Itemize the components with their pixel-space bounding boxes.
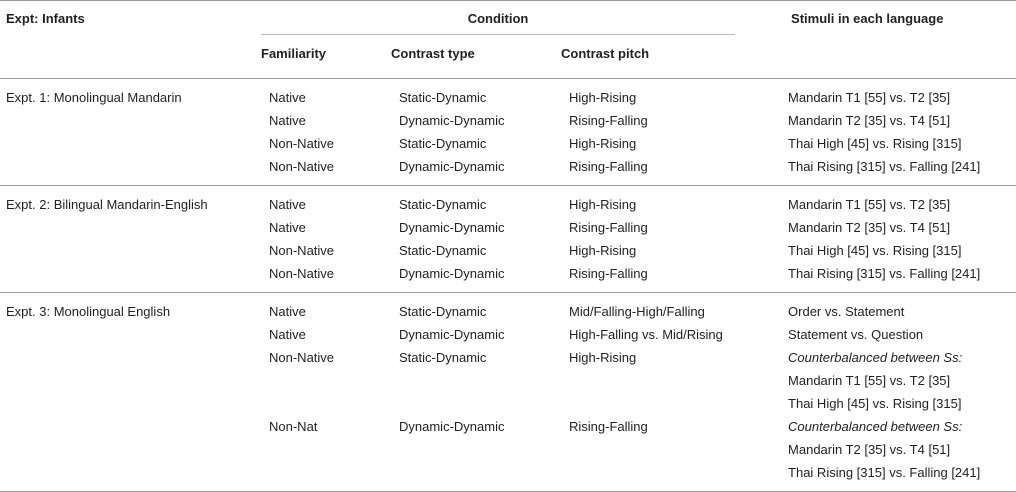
contrast-type-cell: Static-Dynamic [399,90,487,105]
stimuli-cell [785,79,1016,110]
stimuli-line: Statement vs. Question [788,327,924,342]
table-header [0,1,1016,79]
experiment-label [0,262,255,293]
header-familiarity: Familiarity [261,46,327,61]
table-row [0,346,1016,415]
familiarity-cell: Native [269,90,306,105]
header-expt-infants: Expt: Infants [6,11,85,26]
contrast-type-cell: Dynamic-Dynamic [399,159,505,174]
contrast-type-cell: Dynamic-Dynamic [399,327,505,342]
experiment-label [0,155,255,186]
familiarity-cell: Non-Native [269,136,335,151]
contrast-pitch-cell: High-Falling vs. Mid/Rising [569,327,723,342]
experiment-group [0,293,1016,492]
familiarity-cell: Non-Nat [269,419,318,434]
stimuli-line: Thai High [45] vs. Rising [315] [788,396,962,411]
table-row [0,155,1016,186]
contrast-pitch-cell: Rising-Falling [569,113,648,128]
contrast-pitch-cell: Rising-Falling [569,159,648,174]
table-row [0,186,1016,217]
contrast-pitch-cell: High-Rising [569,197,637,212]
stimuli-cell [785,323,1016,346]
stimuli-line: Mandarin T2 [35] vs. T4 [51] [788,442,951,457]
familiarity-cell: Native [269,304,306,319]
contrast-type-cell: Static-Dynamic [399,197,487,212]
contrast-pitch-cell: High-Rising [569,350,637,365]
contrast-pitch-cell: High-Rising [569,243,637,258]
stimuli-cell [785,262,1016,293]
stimuli-cell [785,239,1016,262]
experiment-label [0,346,255,415]
contrast-type-cell: Dynamic-Dynamic [399,220,505,235]
experiment-label [0,415,255,492]
contrast-type-cell: Static-Dynamic [399,304,487,319]
header-condition-label: Condition [261,7,735,35]
stimuli-note: Counterbalanced between Ss: [788,419,963,434]
contrast-type-cell: Static-Dynamic [399,136,487,151]
familiarity-cell: Native [269,113,306,128]
experiment-group [0,186,1016,293]
experiment-label [0,216,255,239]
experiment-label: Expt. 3: Monolingual English [6,304,171,319]
stimuli-cell [785,132,1016,155]
stimuli-line: Mandarin T1 [55] vs. T2 [35] [788,197,951,212]
table-row [0,239,1016,262]
stimuli-line: Thai High [45] vs. Rising [315] [788,243,962,258]
familiarity-cell: Native [269,197,306,212]
familiarity-cell: Non-Native [269,159,335,174]
contrast-pitch-cell: Rising-Falling [569,220,648,235]
stimuli-line: Thai Rising [315] vs. Falling [241] [788,266,981,281]
contrast-type-cell: Dynamic-Dynamic [399,266,505,281]
stimuli-line: Order vs. Statement [788,304,905,319]
contrast-pitch-cell: High-Rising [569,90,637,105]
experiment-label [0,132,255,155]
header-contrast-pitch: Contrast pitch [561,46,650,61]
experiment-label [0,109,255,132]
contrast-type-cell: Dynamic-Dynamic [399,113,505,128]
contrast-pitch-cell: Mid/Falling-High/Falling [569,304,705,319]
experiment-label: Expt. 2: Bilingual Mandarin-English [6,197,208,212]
stimuli-line: Mandarin T2 [35] vs. T4 [51] [788,220,951,235]
stimuli-cell [785,186,1016,217]
stimuli-line: Mandarin T1 [55] vs. T2 [35] [788,373,951,388]
header-stimuli: Stimuli in each language [791,11,944,26]
experiment-label [0,323,255,346]
stimuli-line: Mandarin T2 [35] vs. T4 [51] [788,113,951,128]
stimuli-cell [785,216,1016,239]
table-row [0,323,1016,346]
header-contrast-type: Contrast type [391,46,475,61]
stimuli-cell [785,293,1016,324]
table-row [0,216,1016,239]
experiment-label: Expt. 1: Monolingual Mandarin [6,90,182,105]
table-row [0,415,1016,492]
contrast-type-cell: Static-Dynamic [399,350,487,365]
stimuli-cell [785,155,1016,186]
familiarity-cell: Non-Native [269,266,335,281]
familiarity-cell: Non-Native [269,350,335,365]
table-row [0,293,1016,324]
stimuli-line: Thai Rising [315] vs. Falling [241] [788,159,981,174]
stimuli-line: Mandarin T1 [55] vs. T2 [35] [788,90,951,105]
familiarity-cell: Native [269,327,306,342]
table-row [0,132,1016,155]
stimuli-cell [785,346,1016,415]
experiment-group [0,79,1016,186]
contrast-pitch-cell: High-Rising [569,136,637,151]
contrast-type-cell: Static-Dynamic [399,243,487,258]
experiment-label [0,239,255,262]
stimuli-line: Thai Rising [315] vs. Falling [241] [788,465,981,480]
stimuli-note: Counterbalanced between Ss: [788,350,963,365]
stimuli-line: Thai High [45] vs. Rising [315] [788,136,962,151]
table-row [0,79,1016,110]
table-row [0,109,1016,132]
contrast-pitch-cell: Rising-Falling [569,419,648,434]
contrast-pitch-cell: Rising-Falling [569,266,648,281]
familiarity-cell: Non-Native [269,243,335,258]
familiarity-cell: Native [269,220,306,235]
contrast-type-cell: Dynamic-Dynamic [399,419,505,434]
table-row [0,262,1016,293]
header-condition [255,1,785,39]
stimuli-cell [785,109,1016,132]
stimuli-cell [785,415,1016,492]
